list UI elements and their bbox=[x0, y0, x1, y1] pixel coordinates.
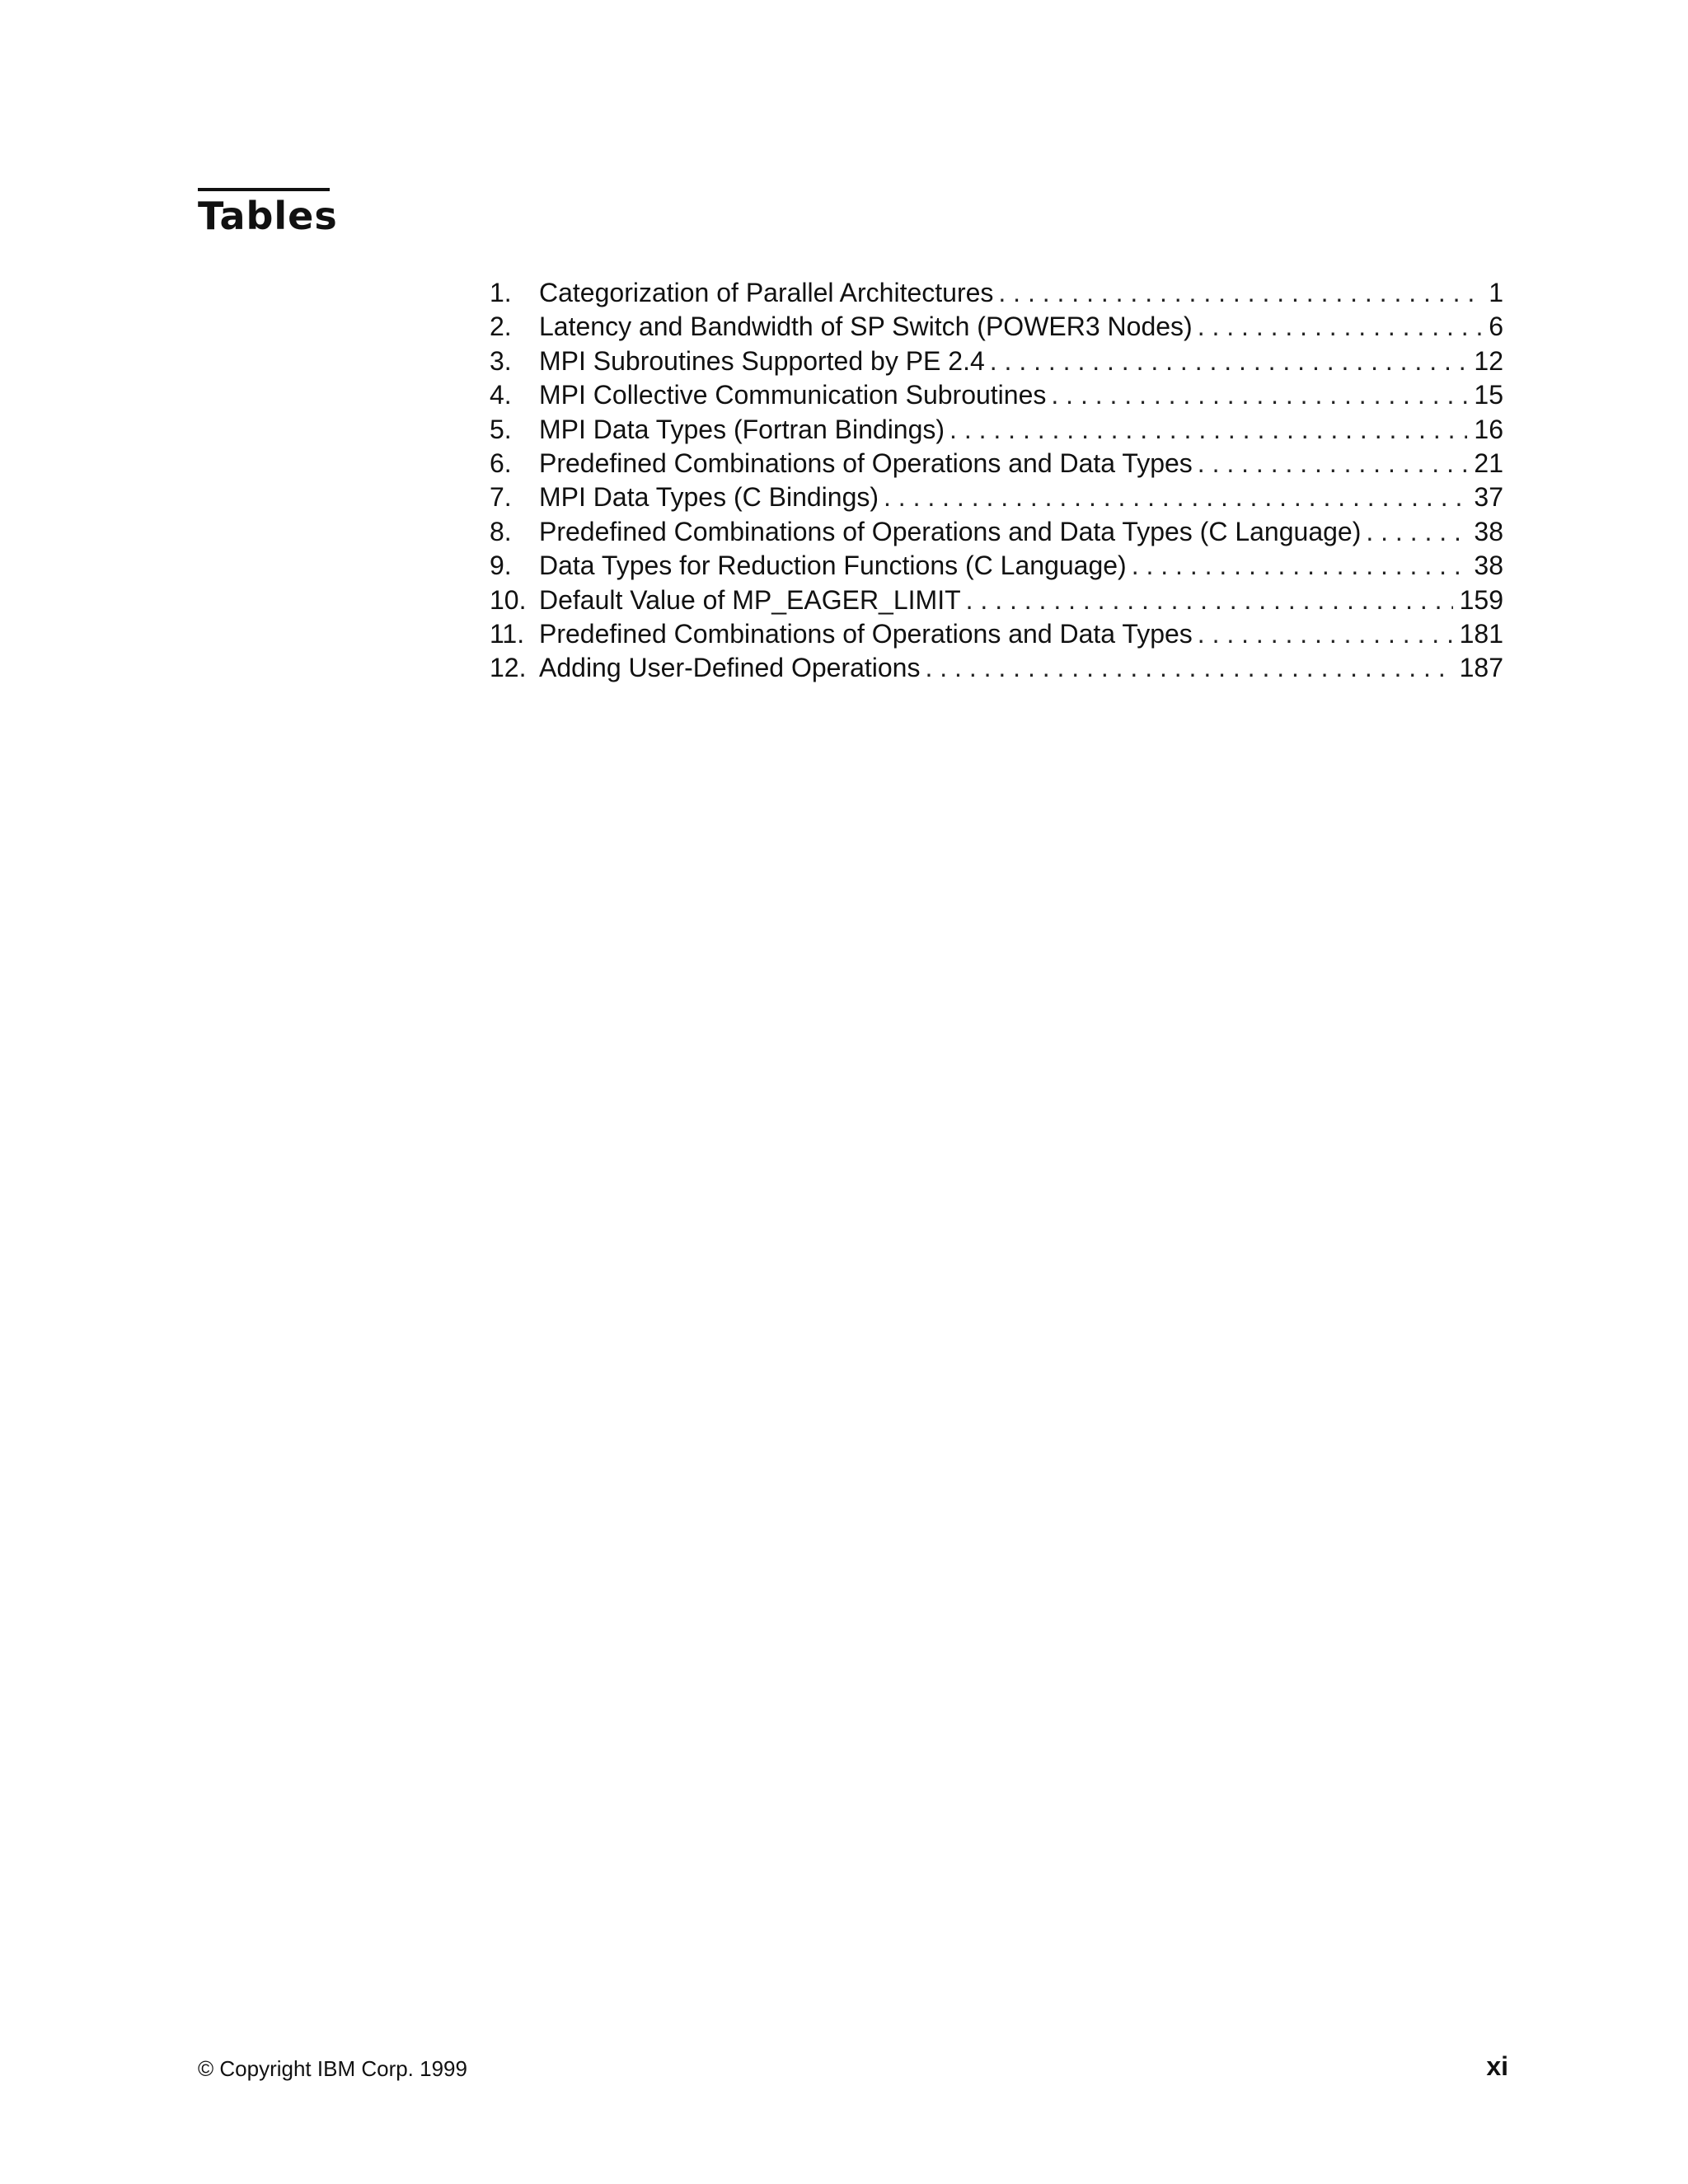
table-title: Predefined Combinations of Operations and Data Types bbox=[539, 448, 1193, 478]
table-number: 2. bbox=[490, 312, 512, 342]
table-number: 3. bbox=[490, 345, 512, 376]
dot-leader bbox=[950, 413, 1467, 447]
table-entry[interactable] bbox=[490, 447, 1503, 480]
table-entry[interactable] bbox=[490, 378, 1503, 412]
table-title: Latency and Bandwidth of SP Switch (POWER3 Nodes) bbox=[539, 312, 1193, 342]
table-page: 37 bbox=[1474, 482, 1503, 513]
table-title: Categorization of Parallel Architectures bbox=[539, 278, 994, 307]
page-title: Tables bbox=[198, 194, 338, 238]
table-number: 8. bbox=[490, 516, 512, 546]
table-page: 181 bbox=[1459, 618, 1503, 649]
table-title: Predefined Combinations of Operations and Data Types bbox=[539, 618, 1193, 649]
dot-leader bbox=[925, 651, 1452, 685]
dot-leader bbox=[998, 276, 1482, 310]
table-number: 10. bbox=[490, 584, 527, 615]
dot-leader bbox=[990, 344, 1468, 378]
dot-leader bbox=[1198, 617, 1453, 651]
table-title: Data Types for Reduction Functions (C Language) bbox=[539, 551, 1127, 581]
table-entry[interactable] bbox=[490, 276, 1503, 310]
footer-copyright: © Copyright IBM Corp. 1999 bbox=[198, 2056, 467, 2081]
table-page: 159 bbox=[1459, 584, 1503, 615]
dot-leader bbox=[1198, 447, 1468, 480]
table-title: MPI Subroutines Supported by PE 2.4 bbox=[539, 345, 985, 376]
heading-rule bbox=[198, 188, 330, 191]
table-page: 15 bbox=[1474, 380, 1503, 410]
table-number: 6. bbox=[490, 448, 512, 478]
dot-leader bbox=[1132, 549, 1468, 583]
table-entry[interactable] bbox=[490, 583, 1503, 617]
table-number: 11. bbox=[490, 618, 525, 649]
table-page: 38 bbox=[1474, 551, 1503, 581]
table-entry[interactable] bbox=[490, 413, 1503, 447]
table-entry[interactable] bbox=[490, 617, 1503, 651]
table-entry[interactable] bbox=[490, 651, 1503, 685]
footer-page-number: xi bbox=[1486, 2051, 1508, 2081]
table-number: 7. bbox=[490, 482, 512, 513]
table-entry[interactable] bbox=[490, 344, 1503, 378]
dot-leader bbox=[1051, 378, 1467, 412]
table-number: 4. bbox=[490, 380, 512, 410]
table-page: 16 bbox=[1474, 414, 1503, 444]
dot-leader bbox=[1366, 515, 1467, 549]
table-entry[interactable] bbox=[490, 515, 1503, 549]
table-entry[interactable] bbox=[490, 310, 1503, 344]
table-title: Default Value of MP_EAGER_LIMIT bbox=[539, 584, 961, 615]
table-entry[interactable] bbox=[490, 549, 1503, 583]
table-page: 1 bbox=[1489, 278, 1503, 307]
table-number: 12. bbox=[490, 653, 527, 683]
table-page: 6 bbox=[1489, 312, 1503, 342]
table-title: MPI Data Types (Fortran Bindings) bbox=[539, 414, 945, 444]
dot-leader bbox=[966, 583, 1453, 617]
table-page: 38 bbox=[1474, 516, 1503, 546]
dot-leader bbox=[1198, 310, 1483, 344]
table-title: MPI Data Types (C Bindings) bbox=[539, 482, 879, 513]
table-number: 1. bbox=[490, 278, 512, 307]
table-page: 21 bbox=[1474, 448, 1503, 478]
table-title: Predefined Combinations of Operations and Data Types (C Language) bbox=[539, 516, 1362, 546]
table-number: 5. bbox=[490, 414, 512, 444]
table-number: 9. bbox=[490, 551, 512, 581]
table-title: Adding User-Defined Operations bbox=[539, 653, 921, 683]
table-page: 12 bbox=[1474, 345, 1503, 376]
dot-leader bbox=[884, 480, 1467, 514]
table-entry[interactable] bbox=[490, 480, 1503, 514]
table-title: MPI Collective Communication Subroutines bbox=[539, 380, 1047, 410]
table-page: 187 bbox=[1459, 653, 1503, 683]
tables-list bbox=[490, 276, 1503, 686]
